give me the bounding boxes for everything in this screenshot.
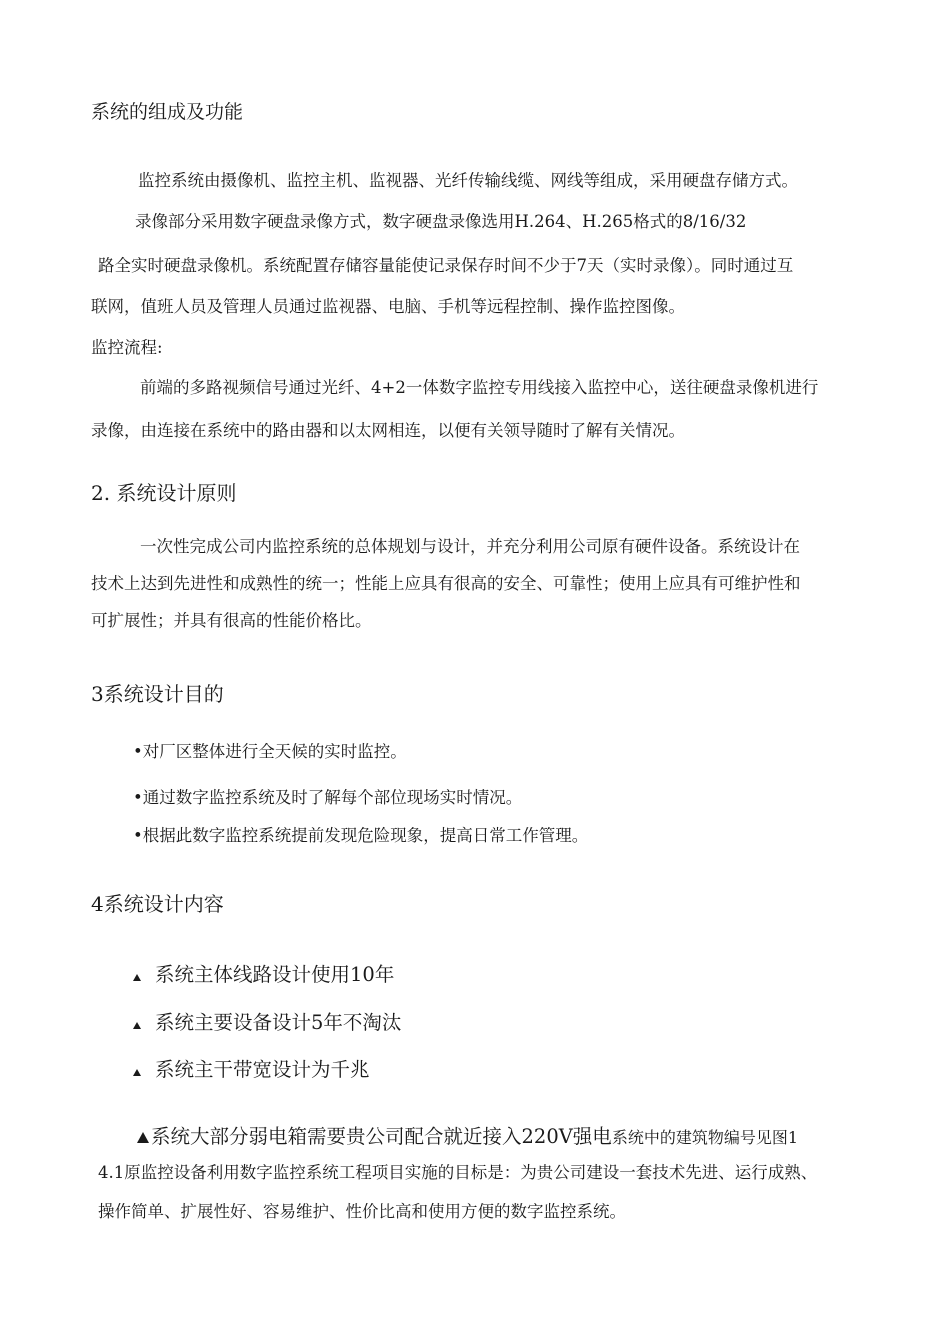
paragraph-line: 操作简单、扩展性好、容易维护、性价比高和使用方便的数字监控系统。: [98, 1202, 626, 1221]
triangle-bullet-icon: [133, 974, 141, 981]
section-heading-principles: 2. 系统设计原则: [91, 481, 237, 505]
list-item-text: 系统主要设备设计5年不淘汰: [155, 1011, 402, 1034]
list-item-text: 系统主干带宽设计为千兆: [155, 1058, 370, 1081]
paragraph-line: 录像，由连接在系统中的路由器和以太网相连，以便有关领导随时了解有关情况。: [91, 421, 685, 440]
triangle-bullet-icon: [137, 1132, 149, 1143]
flow-label: 监控流程:: [91, 338, 163, 357]
section-heading-content: 4系统设计内容: [91, 892, 224, 916]
section-heading-composition: 系统的组成及功能: [91, 101, 244, 123]
list-item: •对厂区整体进行全天候的实时监控。: [133, 742, 407, 761]
paragraph-line: 4.1原监控设备利用数字监控系统工程项目实施的目标是：为贵公司建设一套技术先进、运行成熟、: [98, 1163, 818, 1182]
list-item: •通过数字监控系统及时了解每个部位现场实时情况。: [133, 788, 523, 807]
triangle-bullet-icon: [133, 1022, 141, 1029]
list-item: [137, 1125, 798, 1148]
paragraph-line: 可扩展性；并具有很高的性能价格比。: [91, 611, 372, 630]
paragraph-line: 一次性完成公司内监控系统的总体规划与设计，并充分利用公司原有硬件设备。系统设计在: [140, 537, 800, 556]
paragraph-line: 技术上达到先进性和成熟性的统一；性能上应具有很高的安全、可靠性；使用上应具有可维护性和: [91, 574, 801, 593]
paragraph-line: 监控系统由摄像机、监控主机、监视器、光纤传输线缆、网线等组成，采用硬盘存储方式。: [138, 171, 798, 190]
list-item: •根据此数字监控系统提前发现危险现象，提高日常工作管理。: [133, 826, 589, 845]
paragraph-line: 前端的多路视频信号通过光纤、4+2一体数字监控专用线接入监控中心，送往硬盘录像机进行: [140, 378, 819, 397]
list-item: [133, 963, 394, 986]
list-item: [133, 1011, 401, 1034]
paragraph-line: 联网，值班人员及管理人员通过监视器、电脑、手机等远程控制、操作监控图像。: [91, 297, 685, 316]
list-item: [133, 1058, 370, 1081]
paragraph-line: 路全实时硬盘录像机。系统配置存储容量能使记录保存时间不少于7天（实时录像）。同时通过互: [98, 256, 794, 275]
paragraph-line: 录像部分采用数字硬盘录像方式，数字硬盘录像选用H.264、H.265格式的8/16/32: [135, 212, 747, 231]
figure-reference: 系统中的建筑物编号见图1: [611, 1128, 798, 1147]
triangle-bullet-icon: [133, 1069, 141, 1076]
list-item-text: 系统主体线路设计使用10年: [155, 963, 395, 986]
list-item-text: 系统大部分弱电箱需要贵公司配合就近接入220V强电: [151, 1125, 612, 1148]
section-heading-goals: 3系统设计目的: [91, 682, 224, 706]
